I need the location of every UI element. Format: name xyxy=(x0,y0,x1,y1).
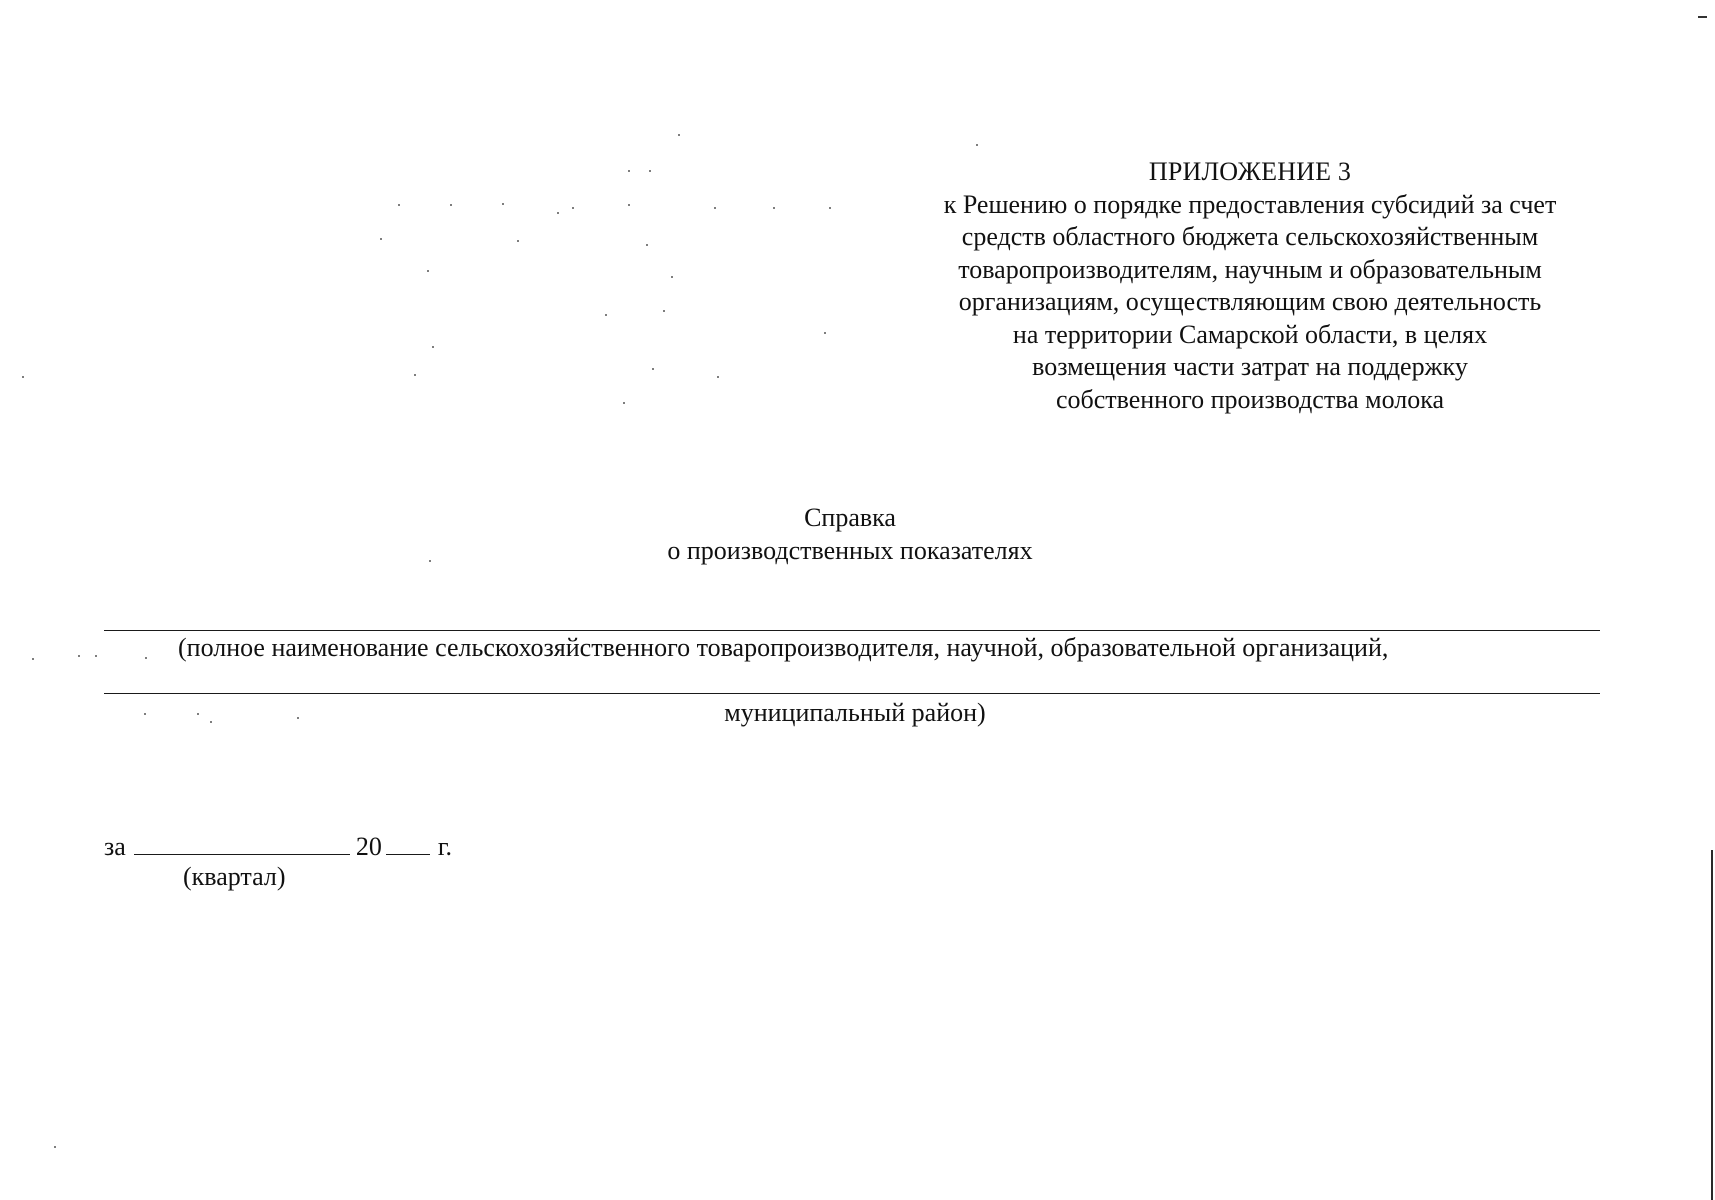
scan-speck xyxy=(628,170,630,172)
scan-edge-line xyxy=(1711,850,1713,1200)
scan-speck xyxy=(450,204,452,206)
scan-speck xyxy=(502,203,504,205)
appendix-block xyxy=(880,156,1620,416)
year-blank-field[interactable] xyxy=(386,828,430,855)
appendix-line-7: собственного производства молока xyxy=(1055,384,1445,414)
organization-name-line-2[interactable] xyxy=(104,693,1600,694)
scan-corner-mark xyxy=(1698,16,1707,18)
appendix-line-5: на территории Самарской области, в целях xyxy=(1012,319,1488,349)
scan-speck xyxy=(652,368,654,370)
scan-speck xyxy=(623,402,625,404)
scan-speck xyxy=(663,310,665,312)
scan-speck xyxy=(95,655,97,657)
document-title: Справка xyxy=(804,503,896,532)
scan-speck xyxy=(145,657,147,659)
scan-speck xyxy=(22,376,24,378)
scan-speck xyxy=(557,212,559,214)
scan-speck xyxy=(427,270,429,272)
quarter-caption: (квартал) xyxy=(183,862,286,891)
appendix-line-4: организациям, осуществляющим свою деятельность xyxy=(958,287,1542,316)
year-prefix: 20 xyxy=(355,832,382,861)
document-subtitle: о производственных показателях xyxy=(667,536,1033,565)
appendix-line-2: средств областного бюджета сельскохозяйственным xyxy=(961,222,1539,251)
scan-speck xyxy=(824,332,826,334)
appendix-line-6: возмещения части затрат на поддержку xyxy=(1032,352,1468,381)
scan-speck xyxy=(297,717,299,719)
quarter-blank-field[interactable] xyxy=(134,828,350,855)
scan-speck xyxy=(32,658,34,660)
appendix-line-3: товаропроизводителям, научным и образовательным xyxy=(958,254,1542,284)
scan-speck xyxy=(773,207,775,209)
scan-speck xyxy=(432,346,434,348)
period-line xyxy=(104,828,452,863)
scan-speck xyxy=(605,314,607,316)
scan-speck xyxy=(649,170,651,172)
scan-speck xyxy=(210,721,212,723)
organization-caption-line-2: муниципальный район) xyxy=(724,698,986,727)
scan-speck xyxy=(714,207,716,209)
scan-speck xyxy=(517,240,519,242)
organization-caption-line-1: (полное наименование сельскохозяйственного товаропроизводителя, научной, образовательной организаций, xyxy=(178,633,1389,662)
scan-speck xyxy=(976,144,978,146)
scan-speck xyxy=(78,655,80,657)
scan-speck xyxy=(144,713,146,715)
appendix-line-1: к Решению о порядке предоставления субсидий за счет xyxy=(943,189,1557,219)
scan-speck xyxy=(628,204,630,206)
scan-speck xyxy=(197,713,199,715)
scan-speck xyxy=(414,374,416,376)
year-suffix: г. xyxy=(437,832,453,861)
scan-speck xyxy=(646,244,648,246)
scan-speck xyxy=(829,207,831,209)
scan-speck xyxy=(429,560,431,562)
period-prefix: за xyxy=(104,832,126,861)
scan-speck xyxy=(717,376,719,378)
scan-speck xyxy=(572,207,574,209)
scan-speck xyxy=(678,134,680,136)
scan-speck xyxy=(54,1146,56,1148)
scan-speck xyxy=(380,238,382,240)
organization-name-line-1[interactable] xyxy=(104,630,1600,631)
scan-speck xyxy=(398,204,400,206)
appendix-title: ПРИЛОЖЕНИЕ 3 xyxy=(1148,157,1352,186)
scan-speck xyxy=(671,276,673,278)
